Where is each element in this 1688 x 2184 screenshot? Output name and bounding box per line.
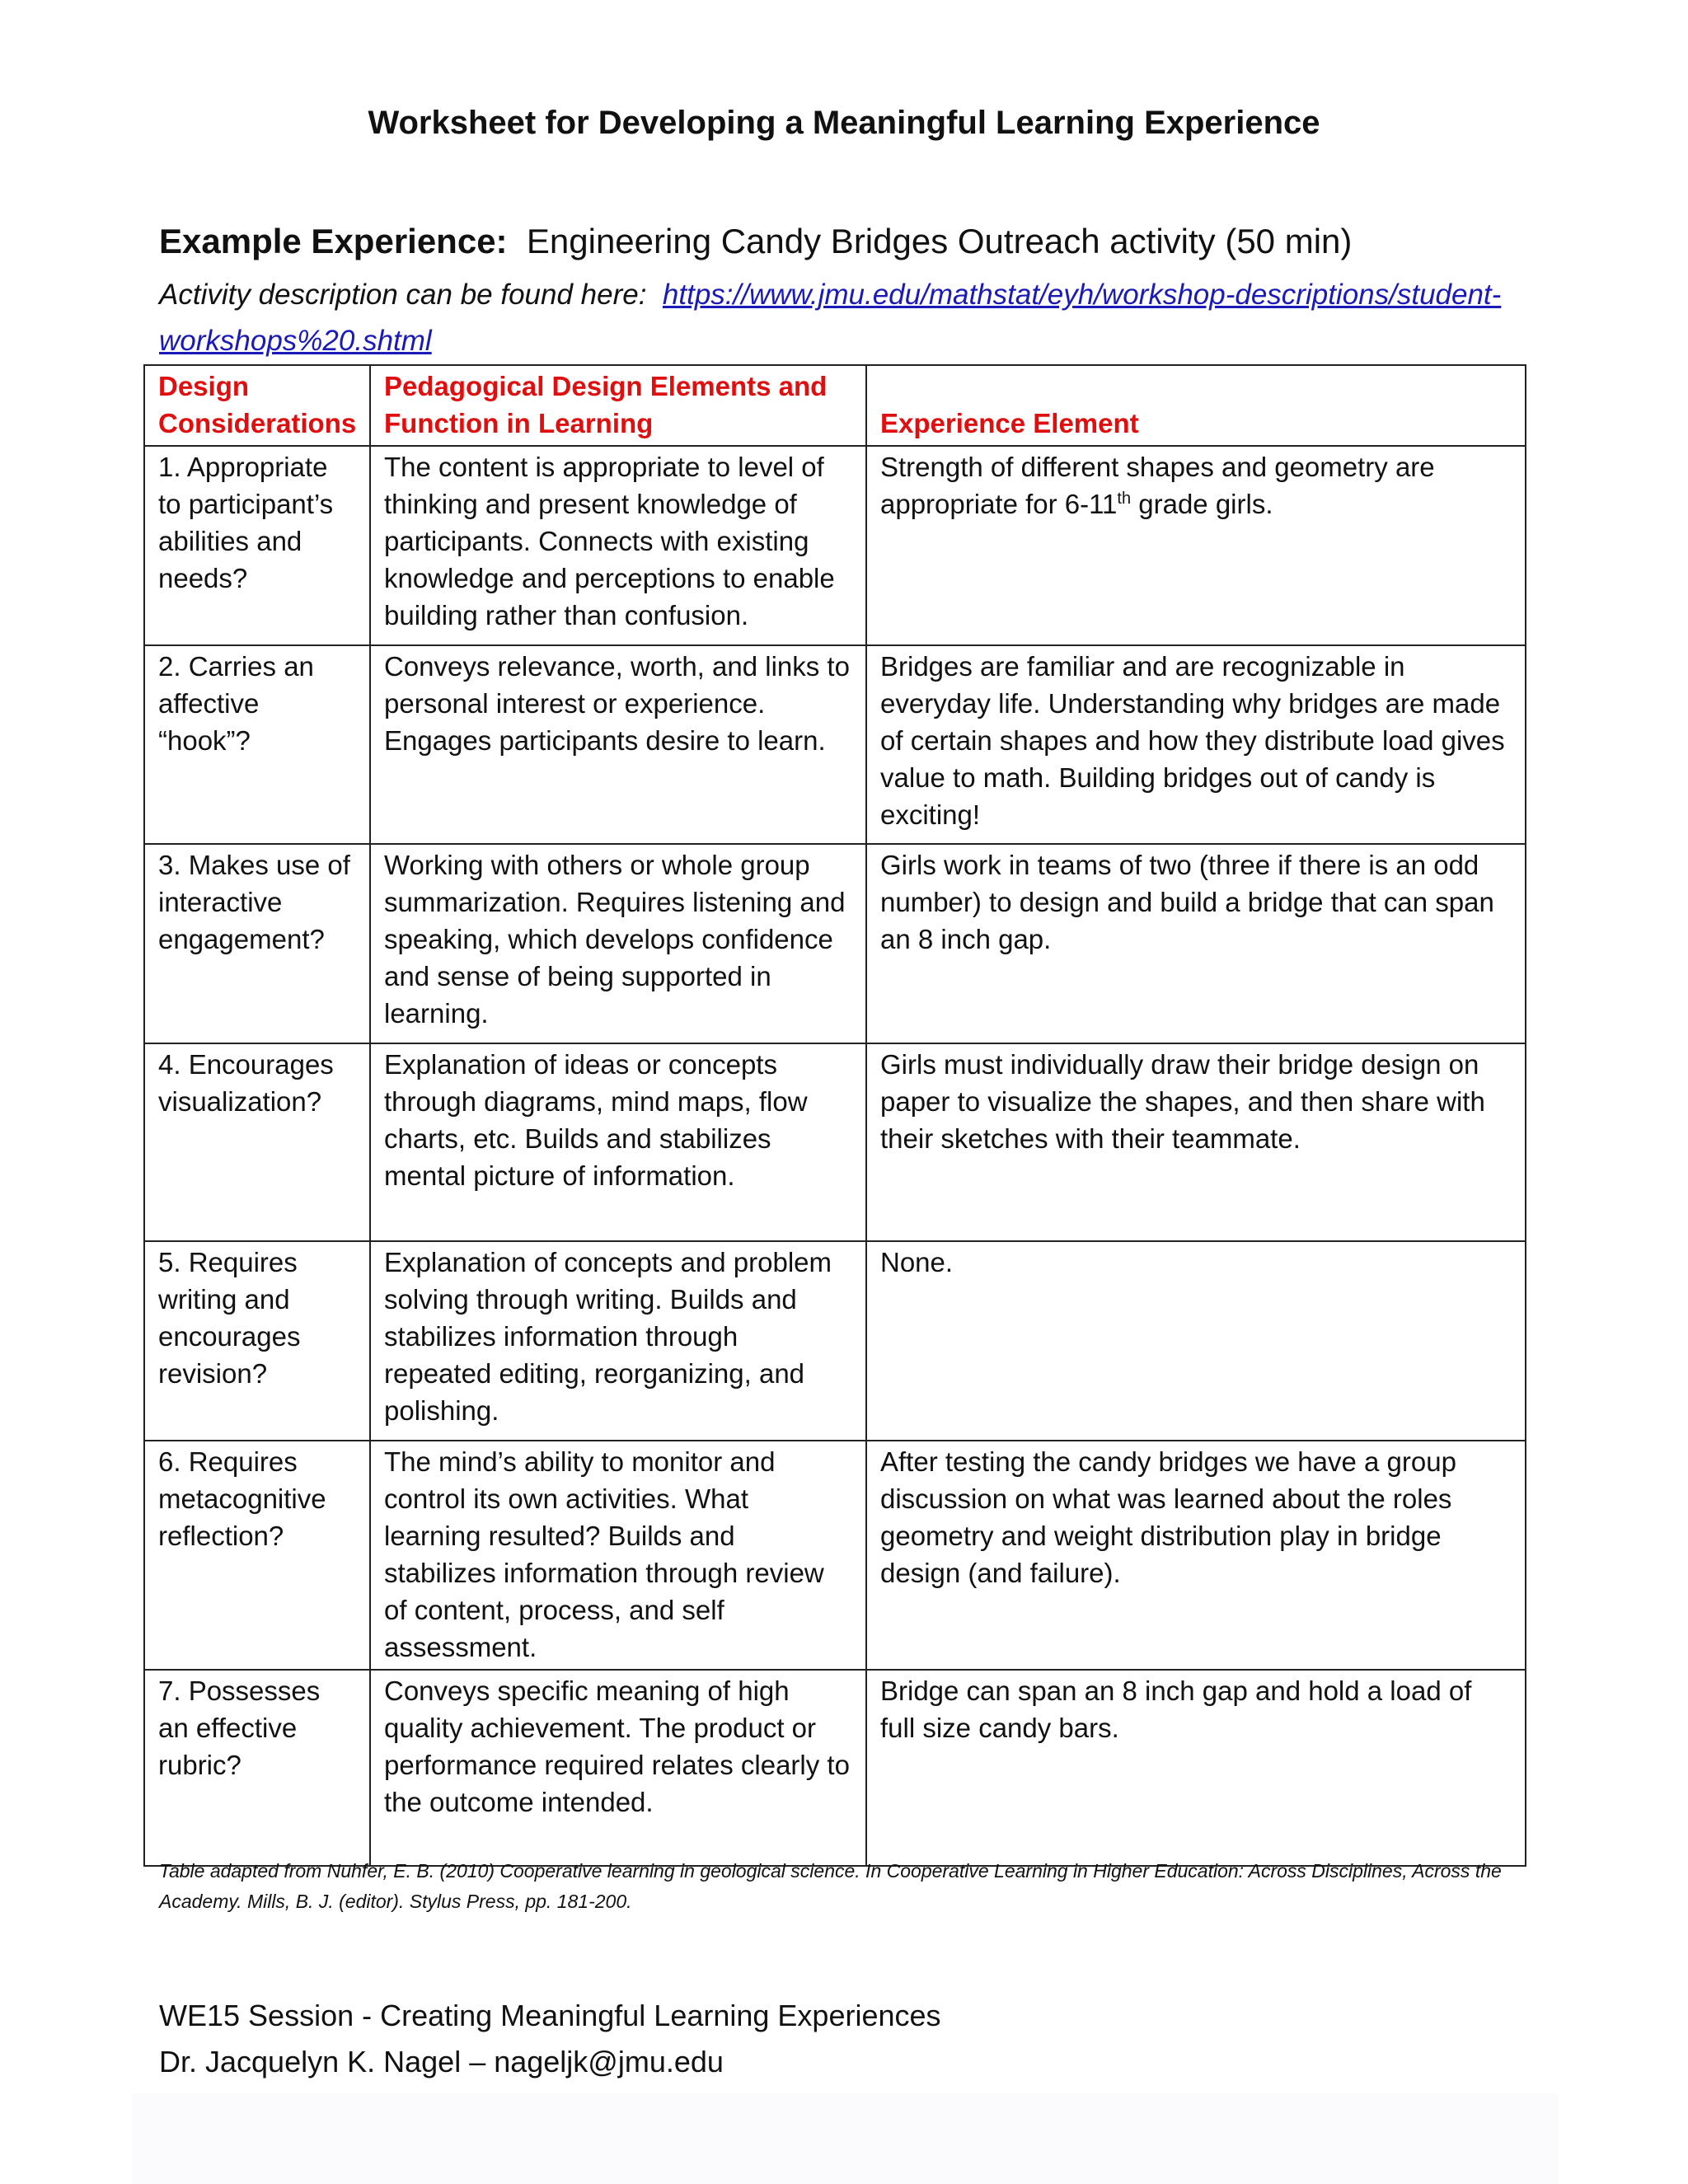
pedagogical-cell: Working with others or whole group summarization. Requires listening and speaking, which develops confidence and sense of being supported in learning. xyxy=(370,844,866,1043)
pedagogical-cell: The content is appropriate to level of thinking and present knowledge of participants. Connects with existing knowledge and perceptions to enable building rather than confusion. xyxy=(370,446,866,645)
description-link[interactable]: https://www.jmu.edu/mathstat/eyh/workshop-descriptions/student-workshops%20.shtml xyxy=(159,279,1502,357)
experience-text-end: grade girls. xyxy=(1131,489,1273,519)
pedagogical-cell: The mind’s ability to monitor and control its own activities. What learning resulted? Builds and stabilizes information through review of content, process, and self assessment. xyxy=(370,1441,866,1670)
consideration-cell: 4. Encourages visualization? xyxy=(144,1043,370,1241)
experience-cell: Bridge can span an 8 inch gap and hold a load of full size candy bars. xyxy=(866,1670,1526,1866)
description-prefix: Activity description can be found here: xyxy=(159,279,647,311)
table-row xyxy=(144,1043,1526,1241)
consideration-cell: 1. Appropriate to participant’s abilities and needs? xyxy=(144,446,370,645)
header-pedagogical-elements: Pedagogical Design Elements and Function in Learning xyxy=(370,365,866,446)
experience-cell xyxy=(866,446,1526,645)
table-row xyxy=(144,1441,1526,1670)
table-row xyxy=(144,1241,1526,1441)
footer-author: Dr. Jacquelyn K. Nagel – nageljk@jmu.edu xyxy=(159,2045,724,2079)
consideration-cell: 5. Requires writing and encourages revision? xyxy=(144,1241,370,1441)
consideration-cell: 3. Makes use of interactive engagement? xyxy=(144,844,370,1043)
experience-text: Strength of different shapes and geometry are appropriate for 6-11 xyxy=(880,452,1435,519)
example-label: Example Experience: xyxy=(159,222,508,260)
experience-cell: Bridges are familiar and are recognizable in everyday life. Understanding why bridges are made of certain shapes and how they distribute load gives value to math. Building bridges out of candy is exciting! xyxy=(866,645,1526,844)
table-row xyxy=(144,446,1526,645)
page-title: Worksheet for Developing a Meaningful Learning Experience xyxy=(368,105,1320,141)
experience-cell: Girls work in teams of two (three if there is an odd number) to design and build a bridge that can span an 8 inch gap. xyxy=(866,844,1526,1043)
table-source-footnote: Table adapted from Nuhfer, E. B. (2010) Cooperative learning in geological science. In Cooperative Learning in Higher Education: Across Disciplines, Across the Academy. Mills, B. J. (editor). Stylus Press, pp. 181-200. xyxy=(159,1860,1502,1912)
experience-cell: None. xyxy=(866,1241,1526,1441)
page-footer xyxy=(159,1993,1478,2085)
pedagogical-cell: Conveys relevance, worth, and links to personal interest or experience. Engages participants desire to learn. xyxy=(370,645,866,844)
worksheet-table xyxy=(143,364,1526,1867)
pedagogical-cell: Conveys specific meaning of high quality achievement. The product or performance required relates clearly to the outcome intended. xyxy=(370,1670,866,1866)
header-design-considerations: Design Considerations xyxy=(144,365,370,446)
table-row xyxy=(144,645,1526,844)
example-value: Engineering Candy Bridges Outreach activity (50 min) xyxy=(526,222,1353,260)
ordinal-suffix: th xyxy=(1117,490,1132,508)
pedagogical-cell: Explanation of ideas or concepts through diagrams, mind maps, flow charts, etc. Builds and stabilizes mental picture of information. xyxy=(370,1043,866,1241)
consideration-cell: 2. Carries an affective “hook”? xyxy=(144,645,370,844)
consideration-cell: 6. Requires metacognitive reflection? xyxy=(144,1441,370,1670)
pedagogical-cell: Explanation of concepts and problem solving through writing. Builds and stabilizes information through repeated editing, reorganizing, and polishing. xyxy=(370,1241,866,1441)
experience-cell: Girls must individually draw their bridge design on paper to visualize the shapes, and then share with their sketches with their teammate. xyxy=(866,1043,1526,1241)
table-row xyxy=(144,844,1526,1043)
footer-session: WE15 Session - Creating Meaningful Learning Experiences xyxy=(159,1999,941,2032)
header-experience-element: Experience Element xyxy=(866,365,1526,446)
table-header-row xyxy=(144,365,1526,446)
table-row xyxy=(144,1670,1526,1866)
consideration-cell: 7. Possesses an effective rubric? xyxy=(144,1670,370,1866)
example-experience xyxy=(159,218,1560,265)
page-bottom-band xyxy=(132,2093,1558,2184)
activity-description xyxy=(159,272,1527,364)
experience-cell: After testing the candy bridges we have a group discussion on what was learned about the roles geometry and weight distribution play in bridge design (and failure). xyxy=(866,1441,1526,1670)
